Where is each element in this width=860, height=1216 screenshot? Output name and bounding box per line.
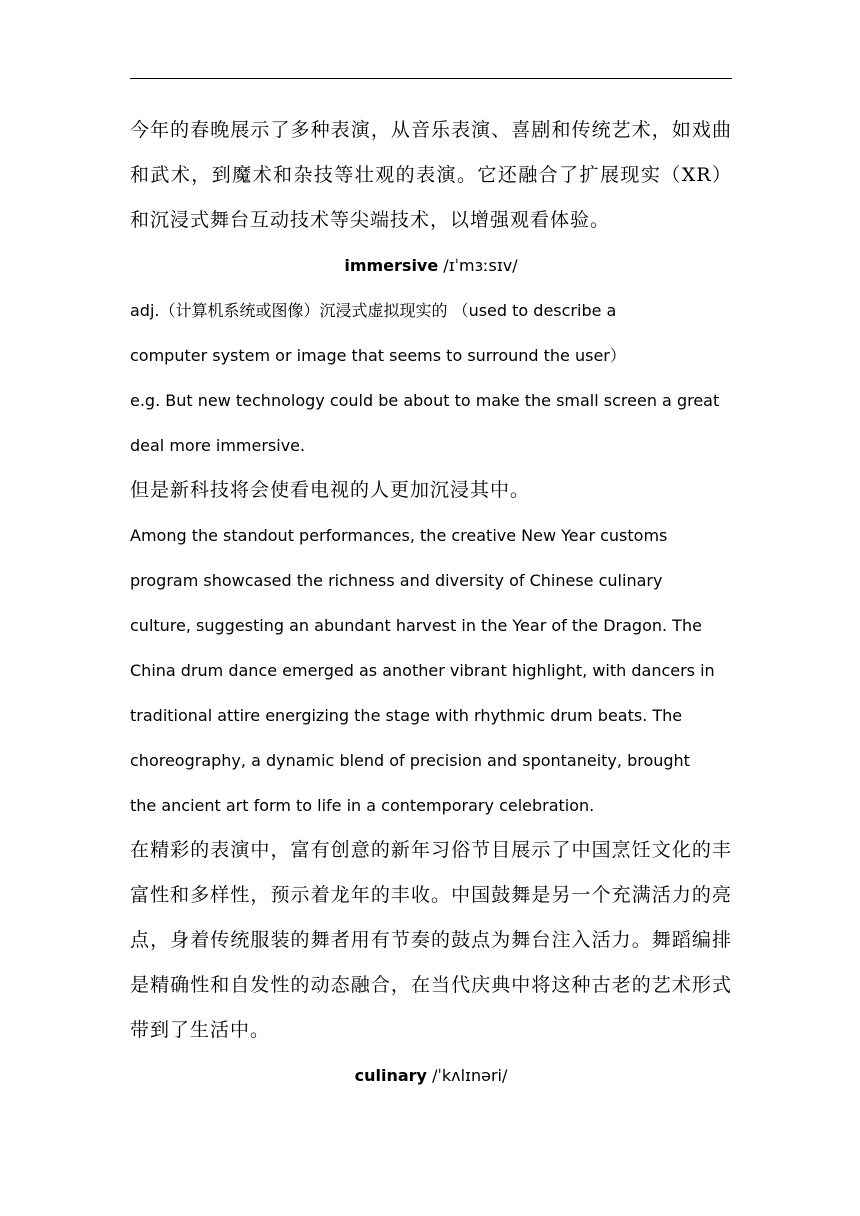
vocab-example-translation: 但是新科技将会使看电视的人更加沉浸其中。	[130, 479, 531, 501]
paragraph-zh-performances: 在精彩的表演中，富有创意的新年习俗节目展示了中国烹饪文化的丰富性和多样性，预示着龙年的丰收。中国鼓舞是另一个充满活力的亮点，身着传统服装的舞者用有节奏的鼓点为舞台注入活力。舞蹈编排是精确性和自发性的动态融合，在当代庆典中将这种古老的艺术形式带到了生活中。	[130, 839, 732, 1041]
vocab-word: immersive	[344, 256, 439, 275]
document-page	[130, 108, 732, 1098]
paragraph-line: choreography, a dynamic blend of precision and spontaneity, brought	[130, 751, 690, 770]
paragraph-line: Among the standout performances, the creative New Year customs	[130, 526, 668, 545]
vocab-example-line: e.g. But new technology could be about to make the small screen a great	[130, 391, 720, 410]
paragraph-line: traditional attire energizing the stage with rhythmic drum beats. The	[130, 706, 683, 725]
vocab-definition-line: adj.（计算机系统或图像）沉浸式虚拟现实的 （used to describe a	[130, 301, 617, 320]
vocab-phonetic: /ˈkʌlɪnəri/	[432, 1066, 508, 1085]
vocab-example-line: deal more immersive.	[130, 436, 306, 455]
paragraph-zh-intro: 今年的春晚展示了多种表演，从音乐表演、喜剧和传统艺术，如戏曲和武术，到魔术和杂技等壮观的表演。它还融合了扩展现实（XR）和沉浸式舞台互动技术等尖端技术，以增强观看体验。	[130, 119, 732, 231]
vocab-entry-immersive-heading	[130, 243, 732, 288]
paragraph-line: program showcased the richness and diversity of Chinese culinary	[130, 571, 663, 590]
vocab-word: culinary	[354, 1066, 427, 1085]
vocab-definition	[130, 288, 732, 468]
header-rule	[130, 78, 732, 79]
vocab-phonetic: /ɪˈmɜːsɪv/	[443, 256, 518, 275]
paragraph-en-performances	[130, 513, 732, 828]
paragraph-line: culture, suggesting an abundant harvest in the Year of the Dragon. The	[130, 616, 702, 635]
vocab-definition-line: computer system or image that seems to surround the user）	[130, 346, 626, 365]
vocab-entry-culinary-heading	[130, 1053, 732, 1098]
paragraph-line: the ancient art form to life in a contemporary celebration.	[130, 796, 595, 815]
paragraph-line: China drum dance emerged as another vibrant highlight, with dancers in	[130, 661, 715, 680]
